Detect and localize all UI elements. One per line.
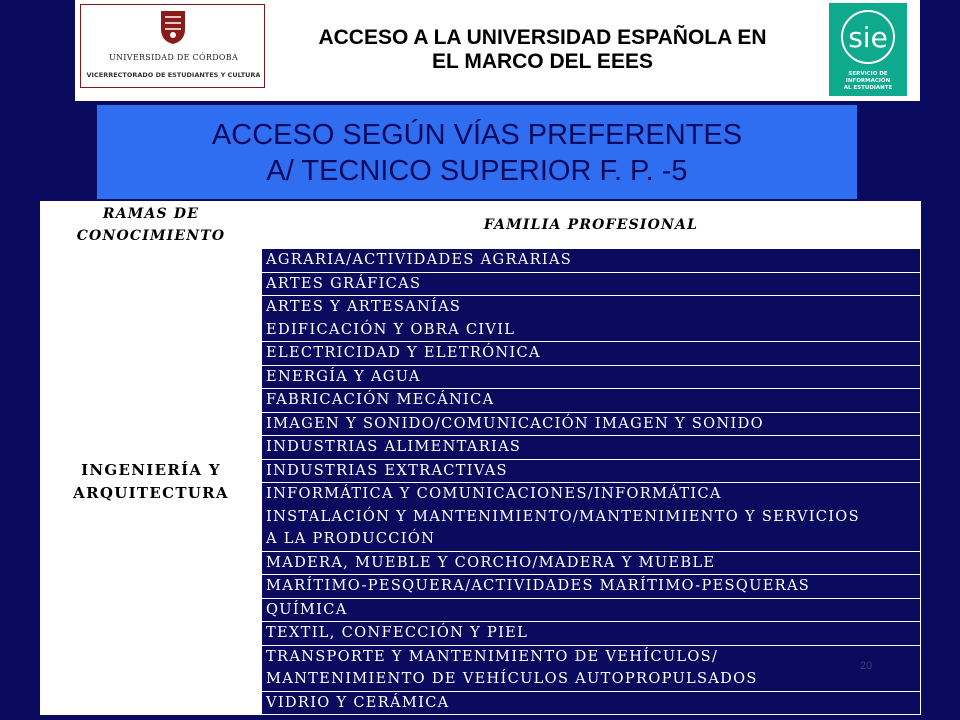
page-number: 20: [860, 660, 873, 672]
family-cell: [262, 365, 921, 389]
family-line: MADERA, MUEBLE Y CORCHO/MADERA Y MUEBLE: [266, 553, 716, 571]
family-line: MARÍTIMO-PESQUERA/ACTIVIDADES MARÍTIMO-PESQUERAS: [266, 577, 811, 594]
sie-caption-line-1: SERVICIO DE: [848, 71, 888, 77]
family-cell: [262, 691, 921, 715]
family-line: MANTENIMIENTO DE VEHÍCULOS AUTOPROPULSADOS: [266, 670, 758, 687]
university-name: UNIVERSIDAD DE CÓRDOBA: [108, 53, 239, 62]
subtitle-line-2: A/ TECNICO SUPERIOR F. P. -5: [266, 155, 688, 187]
family-line: ENERGÍA Y AGUA: [266, 367, 421, 385]
family-cell: [262, 412, 921, 436]
table-header-row: [41, 202, 921, 249]
family-line: A LA PRODUCCIÓN: [266, 530, 436, 547]
family-line: EDIFICACIÓN Y OBRA CIVIL: [266, 320, 516, 338]
table-row: [41, 249, 921, 273]
university-shield-icon: [159, 9, 187, 45]
family-line: VIDRIO Y CERÁMICA: [266, 693, 450, 711]
subtitle-line-1: ACCESO SEGÚN VÍAS PREFERENTES: [211, 119, 743, 151]
family-cell: [262, 436, 921, 460]
vicerrectorado-label: VICERRECTORADO DE ESTUDIANTES Y CULTURA: [86, 71, 261, 79]
university-logo: [80, 4, 265, 88]
family-cell: [262, 598, 921, 622]
family-cell: [262, 389, 921, 413]
sie-caption: [829, 71, 907, 92]
family-line: QUÍMICA: [266, 600, 348, 618]
family-cell: [262, 272, 921, 296]
family-cell: [262, 622, 921, 646]
family-line: INSTALACIÓN Y MANTENIMIENTO/MANTENIMIENTO Y SERVICIOS: [266, 507, 860, 525]
header-branch: RAMAS DE CONOCIMIENTO: [41, 202, 262, 249]
family-line: TEXTIL, CONFECCIÓN Y PIEL: [266, 624, 529, 641]
table-body: [41, 202, 921, 715]
family-line: TRANSPORTE Y MANTENIMIENTO DE VEHÍCULOS/: [266, 647, 719, 665]
header-top-rule: [75, 0, 920, 2]
header-bottom-rule: [75, 98, 920, 101]
title-line-1: ACCESO A LA UNIVERSIDAD ESPAÑOLA EN: [318, 26, 767, 49]
access-table: [40, 201, 921, 715]
family-line: INDUSTRIAS EXTRACTIVAS: [266, 461, 508, 479]
family-line: AGRARIA/ACTIVIDADES AGRARIAS: [266, 251, 573, 268]
family-cell: [262, 296, 921, 342]
family-cell: [262, 249, 921, 273]
family-line: ARTES GRÁFICAS: [266, 274, 422, 292]
family-cell: [262, 342, 921, 366]
family-cell: [262, 645, 921, 691]
page-title: [270, 26, 815, 74]
sie-mark-icon: [833, 9, 903, 65]
sie-caption-line-3: AL ESTUDIANTE: [843, 85, 893, 91]
family-cell: [262, 459, 921, 483]
family-line: ELECTRICIDAD Y ELETRÓNICA: [266, 344, 541, 361]
family-cell: [262, 551, 921, 575]
title-line-2: EL MARCO DEL EEES: [432, 50, 653, 73]
branch-cell: INGENIERÍA Y ARQUITECTURA: [41, 249, 262, 715]
sie-logo: [829, 3, 907, 96]
sie-mark-text: sie: [848, 21, 888, 54]
family-cell: [262, 483, 921, 552]
header-family: FAMILIA PROFESIONAL: [262, 202, 921, 249]
family-line: IMAGEN Y SONIDO/COMUNICACIÓN IMAGEN Y SONIDO: [266, 414, 764, 432]
sie-caption-line-2: INFORMACIÓN: [845, 78, 891, 84]
family-line: ARTES Y ARTESANÍAS: [266, 298, 462, 315]
family-line: INFORMÁTICA Y COMUNICACIONES/INFORMÁTICA: [266, 485, 722, 502]
family-line: INDUSTRIAS ALIMENTARIAS: [266, 438, 522, 455]
family-cell: [262, 575, 921, 599]
family-line: FABRICACIÓN MECÁNICA: [266, 391, 495, 408]
section-subtitle: [97, 105, 857, 199]
